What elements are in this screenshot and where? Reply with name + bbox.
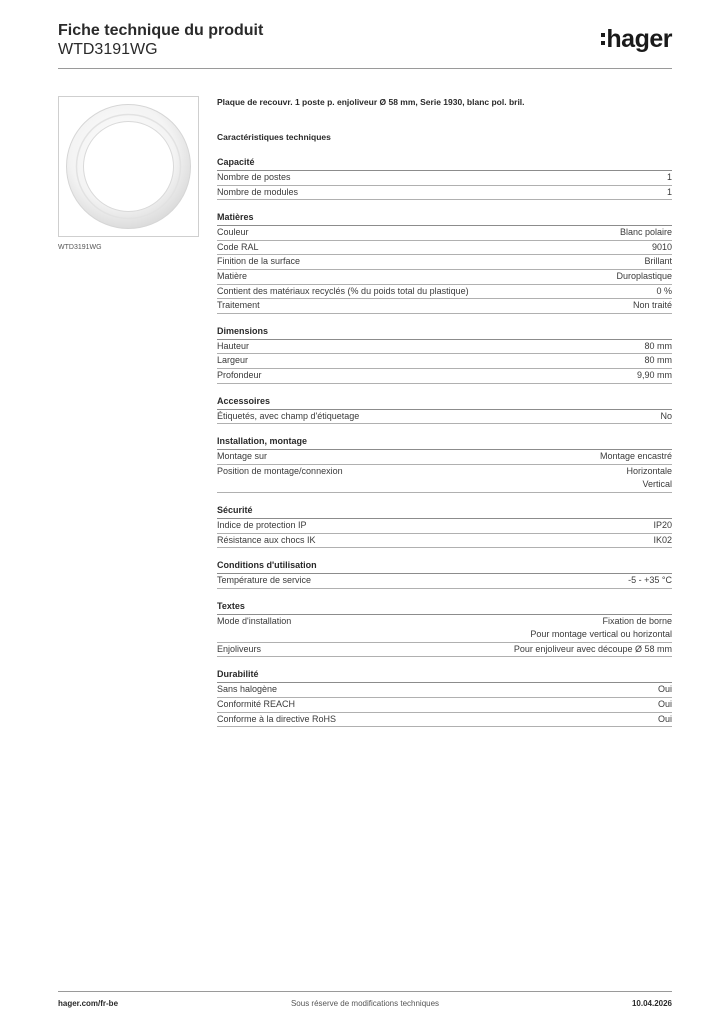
spec-value-line: Duroplastique <box>616 270 672 281</box>
spec-row <box>217 534 672 549</box>
spec-value-line: 1 <box>666 186 672 197</box>
spec-row <box>217 255 672 270</box>
spec-value-line: Non traité <box>632 300 672 311</box>
spec-label: Profondeur <box>217 369 262 380</box>
spec-value-line: Montage encastré <box>599 451 672 462</box>
spec-value-line: 9010 <box>651 241 672 252</box>
spec-value <box>628 574 672 588</box>
spec-value <box>656 285 672 299</box>
spec-row <box>217 270 672 285</box>
spec-row <box>217 226 672 241</box>
spec-sections <box>217 156 672 727</box>
spec-value-line: IP20 <box>653 519 672 530</box>
spec-section <box>217 668 672 727</box>
spec-section <box>217 395 672 425</box>
spec-label: Hauteur <box>217 340 250 351</box>
spec-content <box>217 96 672 727</box>
section-title: Installation, montage <box>217 435 672 450</box>
spec-label: Finition de la surface <box>217 256 301 267</box>
spec-row <box>217 643 672 658</box>
spec-value-line: Brillant <box>644 256 672 267</box>
spec-label: Matière <box>217 270 248 281</box>
cover-plate-ring-icon <box>59 97 198 236</box>
spec-value <box>653 534 672 548</box>
image-caption: WTD3191WG <box>58 244 102 251</box>
spec-row <box>217 186 672 201</box>
spec-label: Sans halogène <box>217 684 278 695</box>
spec-value <box>644 340 672 354</box>
spec-label: Température de service <box>217 575 312 586</box>
spec-value <box>626 465 672 492</box>
spec-label: Largeur <box>217 355 249 366</box>
tech-characteristics-title: Caractéristiques techniques <box>217 132 331 142</box>
spec-label: Résistance aux chocs IK <box>217 534 316 545</box>
spec-section <box>217 211 672 314</box>
spec-value <box>653 519 672 533</box>
product-description: Plaque de recouvr. 1 poste p. enjoliveur Ø 58 mm, Serie 1930, blanc pol. bril. <box>217 97 525 107</box>
spec-value-line: Pour enjoliveur avec découpe Ø 58 mm <box>513 643 672 654</box>
logo-text: hager <box>606 25 672 53</box>
spec-section <box>217 435 672 493</box>
spec-row <box>217 340 672 355</box>
spec-row <box>217 410 672 425</box>
spec-value-line: No <box>660 410 672 421</box>
spec-label: Traitement <box>217 300 260 311</box>
spec-label: Montage sur <box>217 451 268 462</box>
spec-row <box>217 369 672 384</box>
spec-value-line: Pour montage vertical ou horizontal <box>530 629 672 640</box>
spec-label: Couleur <box>217 227 249 238</box>
footer-disclaimer: Sous réserve de modifications techniques <box>290 999 440 1008</box>
spec-row <box>217 519 672 534</box>
spec-row <box>217 354 672 369</box>
document-title: Fiche technique du produit <box>58 22 264 39</box>
spec-value <box>658 713 672 727</box>
spec-value <box>530 615 672 642</box>
spec-value-line: 80 mm <box>644 355 672 366</box>
spec-value <box>660 410 672 424</box>
spec-row <box>217 698 672 713</box>
spec-row <box>217 683 672 698</box>
spec-label: Nombre de postes <box>217 172 291 182</box>
page-footer <box>58 991 672 1012</box>
spec-row <box>217 615 672 643</box>
section-title: Textes <box>217 600 672 615</box>
section-title: Conditions d'utilisation <box>217 559 672 574</box>
footer-date: 10.04.2026 <box>631 999 672 1008</box>
spec-row <box>217 171 672 186</box>
spec-value-line: 9,90 mm <box>636 369 672 380</box>
spec-label: Position de montage/connexion <box>217 465 343 476</box>
spec-value <box>658 698 672 712</box>
spec-section <box>217 559 672 589</box>
section-title: Dimensions <box>217 325 672 340</box>
section-title: Durabilité <box>217 668 672 683</box>
spec-row <box>217 574 672 589</box>
spec-value-line: IK02 <box>653 534 672 545</box>
product-reference: WTD3191WG <box>58 41 158 58</box>
spec-row <box>217 285 672 300</box>
spec-label: Mode d'installation <box>217 615 292 626</box>
spec-value-line: -5 - +35 °C <box>628 575 672 586</box>
spec-value-line: Blanc polaire <box>619 227 672 238</box>
spec-value <box>633 299 672 313</box>
spec-label: Enjoliveurs <box>217 643 262 654</box>
spec-value <box>600 450 672 464</box>
spec-value <box>514 643 672 657</box>
spec-value <box>637 369 672 383</box>
section-title: Matières <box>217 211 672 226</box>
spec-value <box>644 255 672 269</box>
spec-row <box>217 713 672 728</box>
spec-value-line: Oui <box>657 713 672 724</box>
spec-label: Étiquetés, avec champ d'étiquetage <box>217 410 360 421</box>
document-header <box>58 22 263 59</box>
spec-label: Code RAL <box>217 241 259 252</box>
section-title: Sécurité <box>217 504 672 519</box>
spec-value <box>658 683 672 697</box>
spec-value-line: Fixation de borne <box>602 615 672 626</box>
spec-value-line: 0 % <box>656 285 672 296</box>
spec-label: Indice de protection IP <box>217 519 307 530</box>
spec-label: Contient des matériaux recyclés (% du poids total du plastique) <box>217 285 469 296</box>
spec-row <box>217 450 672 465</box>
section-title: Capacité <box>217 156 672 171</box>
spec-value-line: 1 <box>666 172 672 182</box>
spec-section <box>217 325 672 384</box>
spec-label: Conformité REACH <box>217 699 296 710</box>
spec-value-line: Oui <box>657 699 672 710</box>
spec-value-line: 80 mm <box>644 340 672 351</box>
spec-value <box>667 186 672 200</box>
spec-value <box>652 241 672 255</box>
spec-value-line: Vertical <box>642 479 672 490</box>
product-image <box>58 96 199 237</box>
spec-value <box>616 270 672 284</box>
spec-section <box>217 600 672 658</box>
logo-dots-icon <box>601 31 605 47</box>
spec-section <box>217 504 672 548</box>
spec-section <box>217 156 672 200</box>
spec-row <box>217 241 672 256</box>
header-divider <box>58 68 672 69</box>
spec-value <box>644 354 672 368</box>
spec-value-line: Oui <box>657 684 672 695</box>
spec-value-line: Horizontale <box>626 465 672 476</box>
spec-row <box>217 299 672 314</box>
spec-row <box>217 465 672 493</box>
spec-value <box>667 171 672 185</box>
spec-value <box>620 226 672 240</box>
spec-label: Conforme à la directive RoHS <box>217 713 337 724</box>
hager-logo <box>601 26 672 52</box>
spec-label: Nombre de modules <box>217 186 299 197</box>
section-title: Accessoires <box>217 395 672 410</box>
footer-website: hager.com/fr-be <box>58 999 119 1008</box>
